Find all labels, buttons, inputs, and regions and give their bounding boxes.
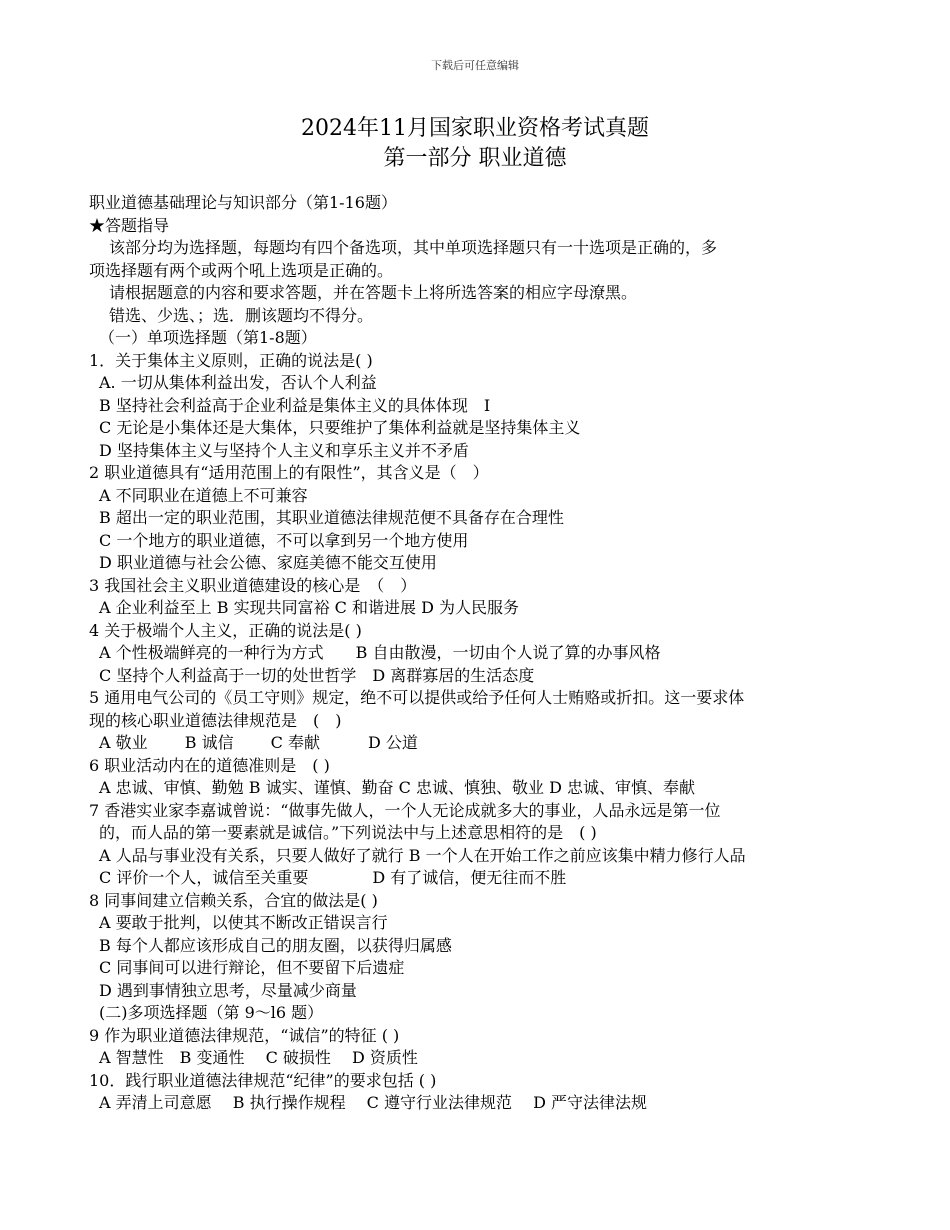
- subsection-heading: (二)多项选择题（第 9～l6 题）: [99, 1003, 324, 1022]
- instruction-text: 请根据题意的内容和要求答题，并在答题卡上将所选答案的相应字母潦黑。: [109, 283, 638, 302]
- question-option: C 坚持个人利益高于一切的处世哲学 D 离群寡居的生活态度: [99, 665, 535, 685]
- section-title: 第一部分 职业道德: [383, 146, 567, 171]
- question-stem: 10．践行职业道德法律规范“纪律”的要求包括 ( ): [89, 1070, 437, 1090]
- question-option: A. 一切从集体利益出发，否认个人利益: [99, 373, 377, 392]
- question-stem: 9 作为职业道德法律规范，“诚信”的特征 ( ): [89, 1025, 400, 1045]
- question-option: C 无论是小集体还是大集体，只要维护了集体利益就是坚持集体主义: [99, 418, 581, 437]
- exam-title: 2024年11月国家职业资格考试真题: [301, 116, 649, 141]
- question-option: A 企业利益至上 B 实现共同富裕 C 和谐进展 D 为人民服务: [99, 598, 519, 617]
- question-stem: 的，而人品的第一要素就是诚信。”下列说法中与上述意思相符的是 ( ): [99, 823, 597, 842]
- question-stem: 5 通用电气公司的《员工守则》规定，绝不可以提供或给予任何人士贿赂或折扣。这一要求体: [89, 688, 745, 707]
- instruction-text: 项选择题有两个或两个吼上选项是正确的。: [89, 260, 394, 280]
- question-option: A 人品与事业没有关系，只要人做好了就行 B 一个人在开始工作之前应该集中精力修行人品: [99, 845, 746, 865]
- question-option: B 每个人都应该形成自己的朋友圈，以获得归属感: [99, 935, 452, 955]
- question-option: A 弄清上司意愿 B 执行操作规程 C 遵守行业法律规范 D 严守法律法规: [99, 1093, 647, 1112]
- instructions-heading: ★答题指导: [89, 215, 170, 235]
- section-heading: 职业道德基础理论与知识部分（第1-16题）: [89, 193, 397, 212]
- question-option: D 遇到事情独立思考，尽量减少商量: [99, 980, 357, 1000]
- instruction-text: 该部分均为选择题，每题均有四个备选项，其中单项选择题只有一十选项是正确的，多: [109, 238, 718, 257]
- instruction-text: 错选、少选、；选．删该题均不得分。: [109, 305, 374, 325]
- question-stem: 现的核心职业道德法律规范是 ( ): [89, 710, 342, 730]
- question-stem: 3 我国社会主义职业道德建设的核心是 （ ）: [89, 575, 417, 595]
- question-option: A 不同职业在道德上不可兼容: [99, 485, 308, 505]
- subsection-heading: （一）单项选择题（第1-8题）: [99, 328, 317, 347]
- question-option: B 超出一定的职业范围，其职业道德法律规范便不具备存在合理性: [99, 508, 564, 527]
- question-option: C 一个地方的职业道德，不可以拿到另一个地方使用: [99, 530, 469, 550]
- question-option: A 敬业 B 诚信 C 奉献 D 公道: [99, 733, 418, 752]
- question-option: A 智慧性 B 变通性 C 破损性 D 资质性: [99, 1048, 418, 1067]
- question-option: A 要敢于批判，以使其不断改正错误言行: [99, 913, 388, 932]
- question-stem: 1．关于集体主义原则，正确的说法是( ): [89, 350, 373, 370]
- question-option: A 忠诚、审慎、勤勉 B 诚实、谨慎、勤奋 C 忠诚、慎独、敬业 D 忠诚、审慎、奉献: [99, 778, 695, 797]
- question-option: C 评价一个人，诚信至关重要 D 有了诚信，便无往而不胜: [99, 868, 567, 887]
- question-stem: 4 关于极端个人主义，正确的说法是( ): [89, 620, 362, 640]
- question-option: D 坚持集体主义与坚持个人主义和享乐主义并不矛盾: [99, 440, 469, 460]
- document-body: [89, 192, 889, 1115]
- question-stem: 7 香港实业家李嘉诚曾说：“做事先做人，一个人无论成就多大的事业，人品永远是第一位: [89, 800, 721, 820]
- page-header-note: 下载后可任意编辑: [431, 59, 519, 72]
- question-option: D 职业道德与社会公德、家庭美德不能交互使用: [99, 553, 437, 572]
- question-stem: 8 同事间建立信赖关系，合宜的做法是( ): [89, 890, 378, 910]
- question-option: B 坚持社会利益高于企业利益是集体主义的具体体现 I: [99, 395, 491, 415]
- question-stem: 6 职业活动内在的道德准则是 ( ): [89, 755, 330, 775]
- question-option: A 个性极端鲜亮的一种行为方式 B 自由散漫，一切由个人说了算的办事风格: [99, 643, 661, 662]
- question-option: C 同事间可以进行辩论，但不要留下后遗症: [99, 958, 405, 977]
- question-stem: 2 职业道德具有“适用范围上的有限性”，其含义是（ ）: [89, 463, 489, 482]
